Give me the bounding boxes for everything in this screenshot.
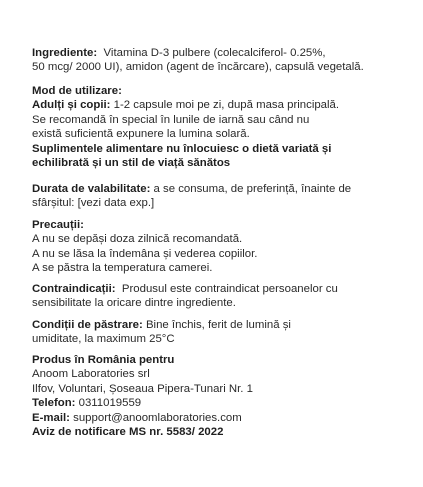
- phone-label: Telefon:: [32, 397, 76, 410]
- manufacturer-heading: Produs în România pentru: [32, 354, 175, 366]
- ingredients-section: [32, 46, 402, 75]
- ingredients-text-1: Vitamina D-3 pulbere (colecalciferol- 0.25%,: [103, 47, 326, 59]
- shelf-life-label: Durata de valabilitate:: [32, 183, 151, 195]
- contraindications-text-1: Produsul este contraindicat persoanelor cu: [121, 283, 338, 295]
- precautions-section: [32, 218, 402, 276]
- contraindications-text-2: sensibilitate la oricare dintre ingrediente.: [32, 297, 236, 310]
- email-line: [32, 411, 402, 425]
- contraindications-section: [32, 282, 402, 311]
- notification-number: Aviz de notificare MS nr. 5583/ 2022: [32, 426, 224, 439]
- shelf-life-line-1: [32, 182, 402, 196]
- contraindications-label: Contraindicații:: [32, 283, 116, 295]
- ingredients-line-1: [32, 46, 402, 60]
- usage-notice-2: echilibrată și un stil de viață sănătos: [32, 157, 231, 170]
- precautions-heading: Precauții:: [32, 219, 84, 231]
- usage-heading: Mod de utilizare:: [32, 85, 122, 97]
- usage-text-3: există suficientă expunere la lumina solară.: [32, 128, 250, 141]
- manufacturer-section: [32, 353, 402, 439]
- shelf-life-section: [32, 182, 402, 211]
- usage-text-2: Se recomandă în special în lunile de iarnă sau când nu: [32, 113, 310, 126]
- usage-adults-label: Adulți și copii:: [32, 99, 111, 112]
- precaution-item: A nu se depăși doza zilnică recomandată.: [32, 233, 243, 246]
- precaution-item: A nu se lăsa la îndemâna și vederea copiilor.: [32, 247, 258, 260]
- usage-adults-text: 1-2 capsule moi pe zi, după masa principală.: [113, 99, 340, 112]
- email-label: E-mail:: [32, 411, 70, 424]
- storage-label: Condiții de păstrare:: [32, 319, 143, 331]
- storage-line-1: [32, 318, 402, 332]
- precaution-item: A se păstra la temperatura camerei.: [32, 262, 213, 275]
- storage-text-1: Bine închis, ferit de lumină și: [145, 319, 291, 331]
- storage-section: [32, 318, 402, 347]
- ingredients-heading: Ingrediente:: [32, 47, 98, 59]
- phone-line: [32, 396, 402, 410]
- email-address: support@anoomlaboratories.com: [73, 411, 242, 424]
- contraindications-line-1: [32, 282, 402, 296]
- shelf-life-text-2: sfârșitul: [vezi data exp.]: [32, 197, 155, 210]
- ingredients-text-2: 50 mcg/ 2000 UI), amidon (agent de încărcare), capsulă vegetală.: [32, 61, 364, 74]
- manufacturer-address: Ilfov, Voluntari, Șoseaua Pipera-Tunari Nr. 1: [32, 382, 253, 395]
- manufacturer-company: Anoom Laboratories srl: [32, 368, 150, 381]
- shelf-life-text-1: a se consuma, de preferință, înainte de: [153, 183, 352, 195]
- storage-text-2: umiditate, la maximum 25°C: [32, 333, 175, 346]
- usage-notice-1: Suplimentele alimentare nu înlocuiesc o dietă variată și: [32, 142, 332, 155]
- phone-number: 0311019559: [78, 397, 142, 410]
- usage-adults-line: [32, 98, 402, 112]
- usage-section: [32, 84, 402, 170]
